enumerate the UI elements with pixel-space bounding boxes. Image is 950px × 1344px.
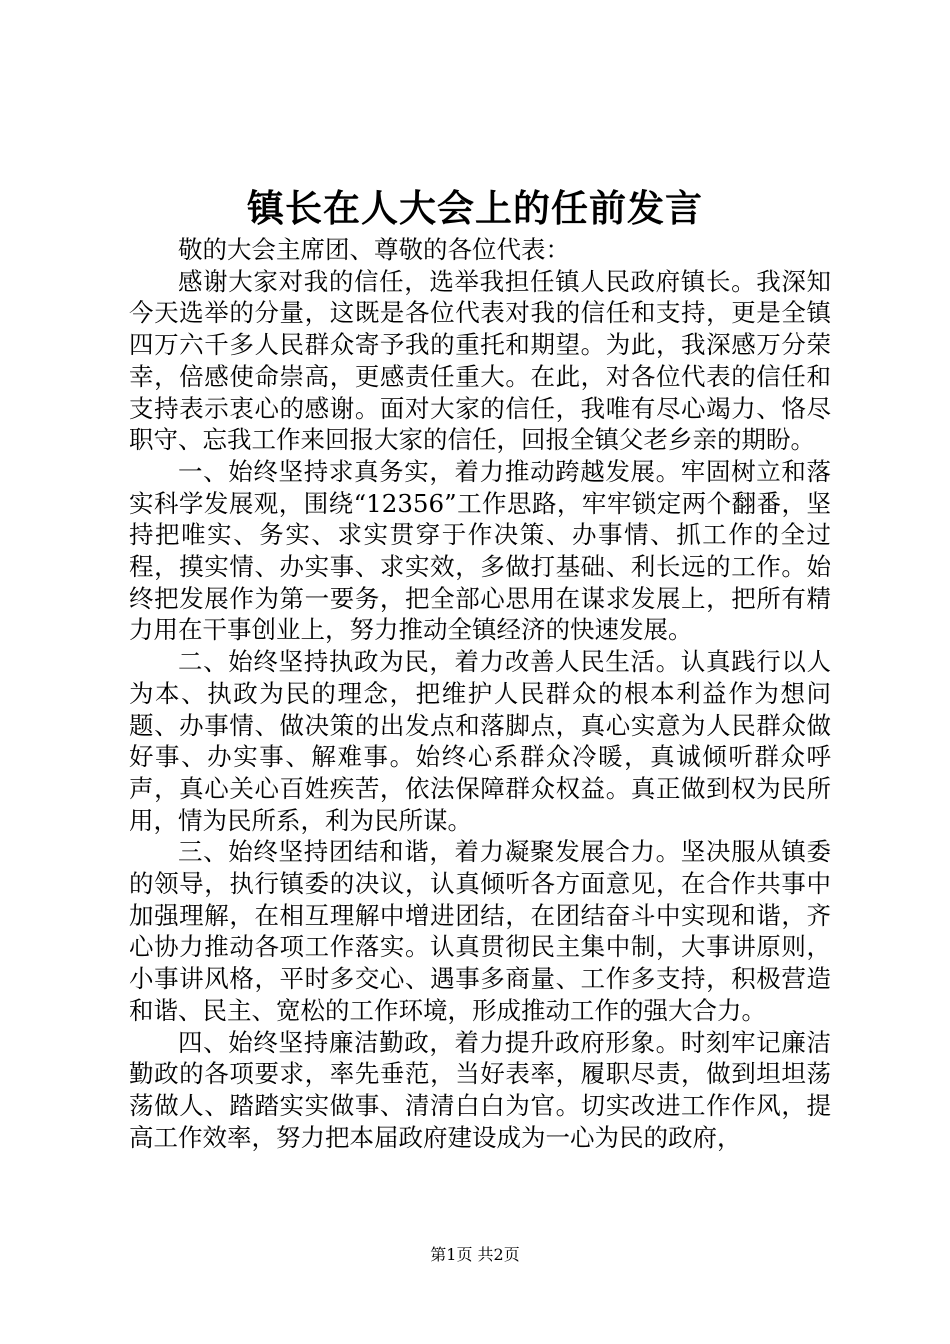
body-paragraph: 二、始终坚持执政为民，着力改善人民生活。认真践行以人为本、执政为民的理念，把维护人民群众的根本利益作为想问题、办事情、做决策的出发点和落脚点，真心实意为人民群众做好事、办实事、解难事。始终心系群众冷暖，真诚倾听群众呼声，真心关心百姓疾苦，依法保障群众权益。真正做到权为民所用，情为民所系，利为民所谋。 <box>129 647 831 835</box>
body-paragraph: 感谢大家对我的信任，选举我担任镇人民政府镇长。我深知今天选举的分量，这既是各位代表对我的信任和支持，更是全镇四万六千多人民群众寄予我的重托和期望。为此，我深感万分荣幸，倍感使命崇高，更感责任重大。在此，对各位代表的信任和支持表示衷心的感谢。面对大家的信任，我唯有尽心竭力、恪尽职守、忘我工作来回报大家的信任，回报全镇父老乡亲的期盼。 <box>129 266 831 455</box>
salutation-paragraph: 敬的大会主席团、尊敬的各位代表： <box>178 235 570 264</box>
page-footer: 第1页 共2页 <box>430 1245 520 1264</box>
document-title: 镇长在人大会上的任前发言 <box>247 186 703 230</box>
body-paragraph: 四、始终坚持廉洁勤政，着力提升政府形象。时刻牢记廉洁勤政的各项要求，率先垂范，当好表率，履职尽责，做到坦坦荡荡做人、踏踏实实做事、清清白白为官。切实改进工作作风，提高工作效率，努力把本届政府建设成为一心为民的政府， <box>129 1027 831 1152</box>
body-paragraph: 三、始终坚持团结和谐，着力凝聚发展合力。坚决服从镇委的领导，执行镇委的决议，认真倾听各方面意见，在合作共事中加强理解，在相互理解中增进团结，在团结奋斗中实现和谐，齐心协力推动各项工作落实。认真贯彻民主集中制，大事讲原则，小事讲风格，平时多交心、遇事多商量、工作多支持，积极营造和谐、民主、宽松的工作环境，形成推动工作的强大合力。 <box>129 837 831 1025</box>
body-paragraph: 一、始终坚持求真务实，着力推动跨越发展。牢固树立和落实科学发展观，围绕“12356”工作思路，牢牢锁定两个翻番，坚持把唯实、务实、求实贯穿于作决策、办事情、抓工作的全过程，摸实情、办实事、求实效，多做打基础、利长远的工作。始终把发展作为第一要务，把全部心思用在谋求发展上，把所有精力用在干事创业上，努力推动全镇经济的快速发展。 <box>129 456 831 645</box>
document-body <box>129 234 831 1153</box>
